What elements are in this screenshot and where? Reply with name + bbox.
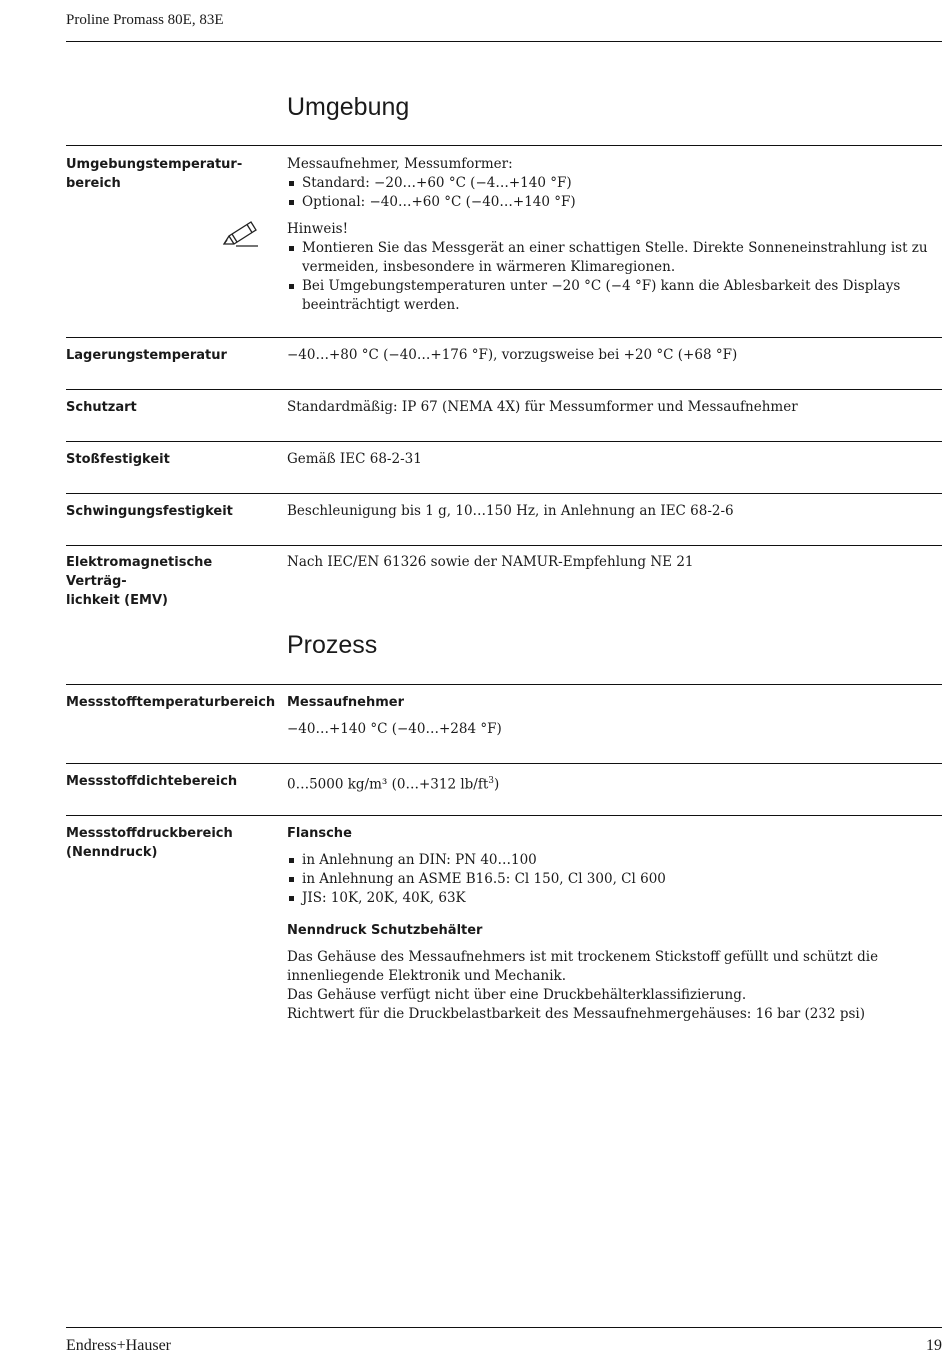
- row-divider: [66, 389, 942, 390]
- pencil-icon: [220, 218, 260, 255]
- list-item: Standard: −20…+60 °C (−4…+140 °F): [287, 174, 942, 193]
- notes-list: [287, 239, 942, 315]
- list-item: Montieren Sie das Messgerät an einer schattigen Stelle. Direkte Sonneneinstrahlung ist zu vermeiden, insbesondere in wärmeren Klimaregionen.: [287, 239, 942, 277]
- value-lagerungstemperatur: −40…+80 °C (−40…+176 °F), vorzugsweise bei +20 °C (+68 °F): [287, 347, 738, 363]
- label-stossfestigkeit: Stoßfestigkeit: [66, 452, 170, 467]
- list-item: JIS: 10K, 20K, 40K, 63K: [287, 889, 942, 908]
- subhead-nenndruck: Nenndruck Schutzbehälter: [287, 923, 483, 938]
- subhead-flansche: Flansche: [287, 826, 352, 841]
- label-emv: Elektromagnetische Verträg- lichkeit (EMV): [66, 555, 213, 608]
- value-schwingungsfestigkeit: Beschleunigung bis 1 g, 10…150 Hz, in Anlehnung an IEC 68-2-6: [287, 503, 734, 519]
- label-lagerungstemperatur: Lagerungstemperatur: [66, 348, 227, 363]
- footer-brand: Endress+Hauser: [66, 1337, 171, 1354]
- row-divider: [66, 815, 942, 816]
- list-item: in Anlehnung an ASME B16.5: Cl 150, Cl 300, Cl 600: [287, 870, 942, 889]
- label-schwingungsfestigkeit: Schwingungsfestigkeit: [66, 504, 233, 519]
- row-divider: [66, 441, 942, 442]
- label-messstoffdichtebereich: Messstoffdichtebereich: [66, 774, 238, 789]
- row-divider: [66, 545, 942, 546]
- subhead-messaufnehmer: Messaufnehmer: [287, 695, 405, 710]
- row-divider: [66, 337, 942, 338]
- value-end: ): [494, 776, 500, 793]
- value-emv: Nach IEC/EN 61326 sowie der NAMUR-Empfehlung NE 21: [287, 554, 694, 570]
- content-messstofftemperaturbereich: [287, 693, 942, 739]
- content-umgebungstemperaturbereich: [287, 155, 942, 315]
- value-main: 0…5000 kg/m³ (0…+312 lb/ft: [287, 776, 489, 793]
- paragraph: Das Gehäuse verfügt nicht über eine Druckbehälterklassifizierung.: [287, 987, 747, 1003]
- label-messstoffdruckbereich: Messstoffdruckbereich (Nenndruck): [66, 826, 233, 860]
- row-divider: [66, 493, 942, 494]
- list-item: Optional: −40…+60 °C (−40…+140 °F): [287, 193, 942, 212]
- value-messstoffdichtebereich: [287, 772, 942, 795]
- temperature-list: [287, 174, 942, 212]
- value-messstofftemperatur: −40…+140 °C (−40…+284 °F): [287, 721, 502, 737]
- footer-rule: [66, 1327, 942, 1328]
- intro-text: Messaufnehmer, Messumformer:: [287, 156, 513, 172]
- row-divider: [66, 763, 942, 764]
- label-umgebungstemperaturbereich: Umgebungstemperatur- bereich: [66, 157, 243, 191]
- page-number: 19: [926, 1337, 942, 1354]
- value-superscript: 3: [488, 776, 495, 786]
- list-item: Bei Umgebungstemperaturen unter −20 °C (−4 °F) kann die Ablesbarkeit des Displays beeinträchtigt werden.: [287, 277, 942, 315]
- section-title-prozess: Prozess: [287, 631, 378, 659]
- paragraph: Das Gehäuse des Messaufnehmers ist mit trockenem Stickstoff gefüllt und schützt die innenliegende Elektronik und Mechanik.: [287, 949, 879, 984]
- section-title-umgebung: Umgebung: [287, 93, 410, 121]
- flansche-list: [287, 851, 942, 908]
- content-messstoffdruckbereich: [287, 824, 942, 1024]
- label-schutzart: Schutzart: [66, 400, 137, 415]
- document-header-title: Proline Promass 80E, 83E: [66, 12, 224, 28]
- row-divider: [66, 684, 942, 685]
- paragraph: Richtwert für die Druckbelastbarkeit des Messaufnehmergehäuses: 16 bar (232 psi): [287, 1006, 865, 1022]
- row-divider: [66, 145, 942, 146]
- value-schutzart: Standardmäßig: IP 67 (NEMA 4X) für Messumformer und Messaufnehmer: [287, 399, 798, 415]
- header-rule: [66, 41, 942, 42]
- hinweis-heading: Hinweis!: [287, 221, 349, 237]
- value-stossfestigkeit: Gemäß IEC 68-2-31: [287, 451, 422, 467]
- list-item: in Anlehnung an DIN: PN 40…100: [287, 851, 942, 870]
- label-messstofftemperaturbereich: Messstofftemperaturbereich: [66, 695, 276, 710]
